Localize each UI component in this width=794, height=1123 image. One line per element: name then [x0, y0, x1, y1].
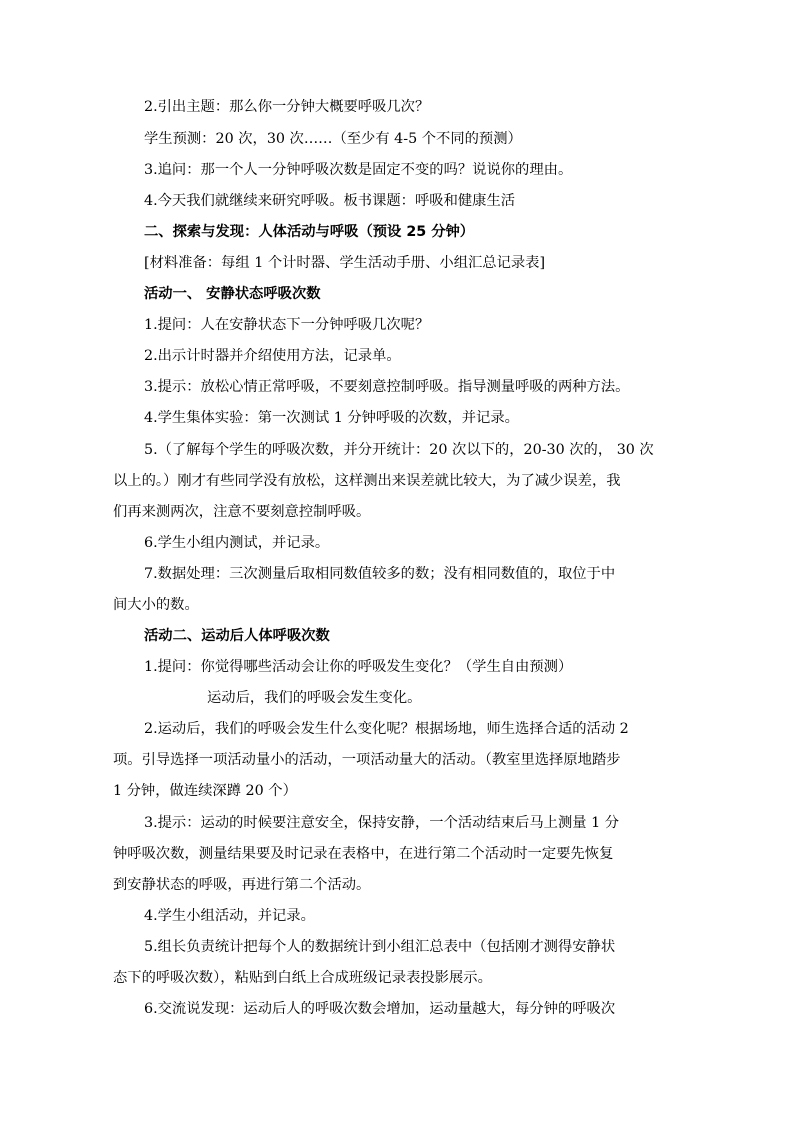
- paragraph-line: [材料准备：每组 1 个计时器、学生活动手册、小组汇总记录表]: [144, 255, 546, 271]
- paragraph-line: 到安静状态的呼吸，再进行第二个活动。: [113, 877, 371, 893]
- paragraph-line: 3.提示：运动的时候要注意安全，保持安静，一个活动结束后马上测量 1 分: [144, 815, 620, 831]
- paragraph-line: 2.出示计时器并介绍使用方法，记录单。: [144, 348, 401, 364]
- paragraph-line: 5.组长负责统计把每个人的数据统计到小组汇总表中（包括刚才测得安静状: [144, 939, 616, 955]
- paragraph-line: 1.提问：人在安静状态下一分钟呼吸几次呢？: [144, 317, 430, 333]
- paragraph-line: 钟呼吸次数，测量结果要及时记录在表格中，在进行第二个活动时一定要先恢复: [113, 846, 614, 862]
- paragraph-line: 2.引出主题：那么你一分钟大概要呼吸几次？: [144, 99, 430, 115]
- paragraph-line: 间大小的数。: [113, 597, 199, 613]
- paragraph-line: 运动后，我们的呼吸会发生变化。: [207, 690, 422, 706]
- paragraph-line: 学生预测：20 次，30 次……（至少有 4-5 个不同的预测）: [144, 131, 522, 147]
- paragraph-line: 1.提问：你觉得哪些活动会让你的呼吸发生变化？（学生自由预测）: [144, 659, 573, 675]
- activity-heading: 活动一、 安静状态呼吸次数: [144, 286, 321, 302]
- paragraph-line: 4.学生集体实验：第一次测试 1 分钟呼吸的次数，并记录。: [144, 410, 519, 426]
- paragraph-line: 7.数据处理：三次测量后取相同数值较多的数；没有相同数值的，取位于中: [144, 566, 616, 582]
- paragraph-line: 3.提示：放松心情正常呼吸，不要刻意控制呼吸。指导测量呼吸的两种方法。: [144, 379, 630, 395]
- paragraph-line: 2.运动后，我们的呼吸会发生什么变化呢？根据场地，师生选择合适的活动 2: [144, 721, 629, 737]
- activity-heading: 活动二、运动后人体呼吸次数: [144, 628, 330, 644]
- paragraph-line: 3.追问：那一个人一分钟呼吸次数是固定不变的吗？说说你的理由。: [144, 162, 573, 178]
- paragraph-line: 以上的。）刚才有些同学没有放松，这样测出来误差就比较大，为了减少误差，我: [113, 473, 621, 489]
- paragraph-line: 5.（了解每个学生的呼吸次数，并分开统计：20 次以下的，20-30 次的， 30 次: [144, 442, 654, 458]
- section-heading: 二、探索与发现：人体活动与呼吸（预设 25 分钟）: [144, 224, 475, 240]
- paragraph-line: 们再来测两次，注意不要刻意控制呼吸。: [113, 504, 371, 520]
- paragraph-line: 4.今天我们就继续来研究呼吸。板书课题：呼吸和健康生活: [144, 193, 516, 209]
- paragraph-line: 态下的呼吸次数），粘贴到白纸上合成班级记录表投影展示。: [113, 970, 492, 986]
- paragraph-line: 6.学生小组内测试，并记录。: [144, 535, 330, 551]
- paragraph-line: 1 分钟，做连续深蹲 20 个）: [113, 783, 297, 799]
- paragraph-line: 6.交流说发现：运动后人的呼吸次数会增加，运动量越大，每分钟的呼吸次: [144, 1001, 616, 1017]
- paragraph-line: 4.学生小组活动，并记录。: [144, 908, 315, 924]
- paragraph-line: 项。引导选择一项活动量小的活动，一项活动量大的活动。（教室里选择原地踏步: [113, 752, 621, 768]
